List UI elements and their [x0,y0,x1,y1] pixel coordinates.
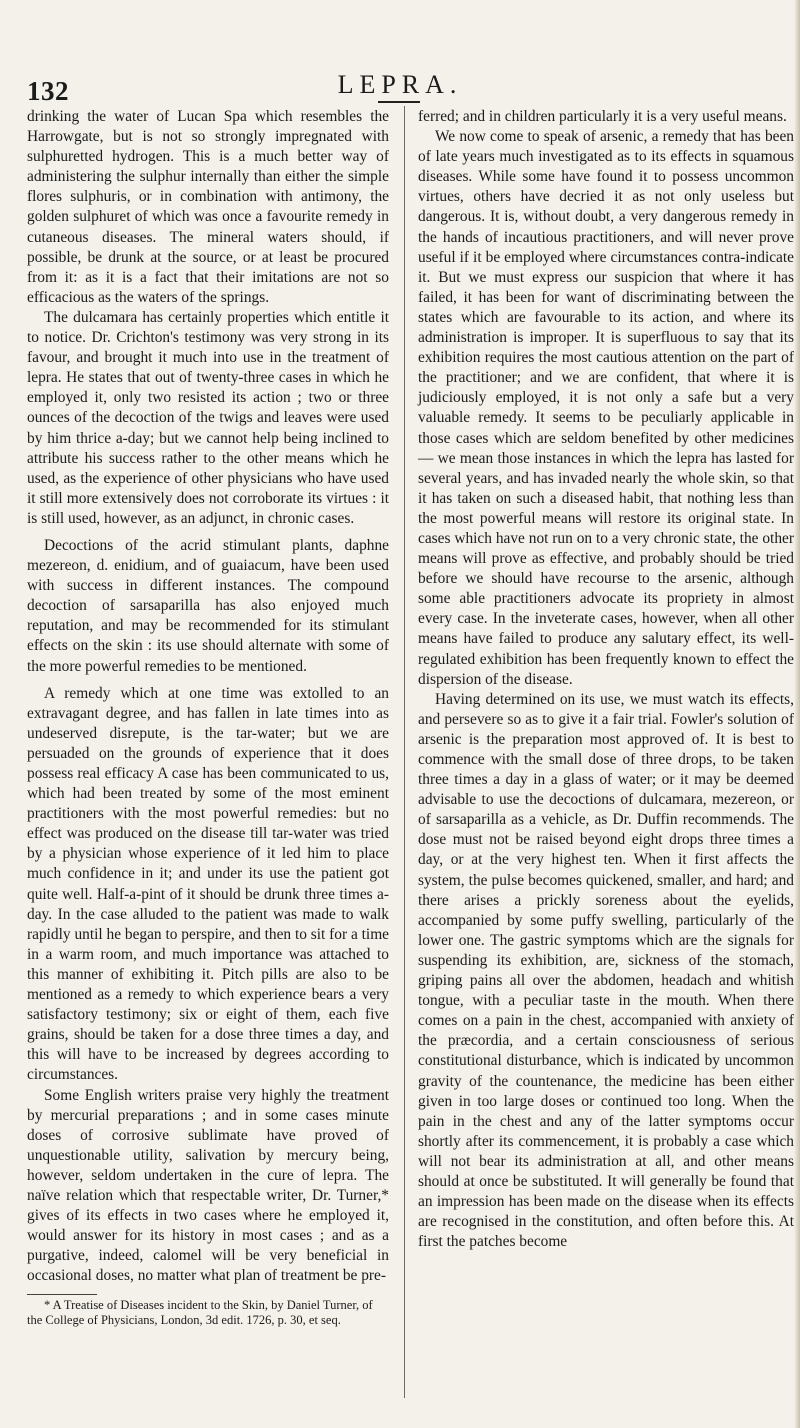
page-number: 132 [27,76,69,106]
running-title: LEPRA. [337,70,463,99]
footnote-rule [27,1294,97,1295]
right-column [418,107,794,1252]
paragraph: Some English writers praise very highly the treatment by mercurial preparations ; and in some cases minute doses of corrosive sublimate have proved of unquestionable utility, salivation by mercury being, however, seldom undertaken in the cure of lepra. The naïve relation which that respectable writer, Dr. Turner,* gives of its effects in two cases where he employed it, would answer for its history in most cases ; and as a purgative, indeed, calomel will be very beneficial in occasional doses, no matter what plan of treatment be pre- [27,1086,389,1285]
column-divider [404,106,405,1398]
left-column [27,107,389,1328]
paragraph: ferred; and in children particularly it is a very useful means. [418,108,787,125]
footnote: * A Treatise of Diseases incident to the Skin, by Daniel Turner, of the College of Physicians, London, 3d edit. 1726, p. 30, et seq. [27,1298,373,1328]
paragraph: Decoctions of the acrid stimulant plants, daphne mezereon, d. enidium, and of guaiacum, have been used with success in different instances. The compound decoction of sarsaparilla has also enjoyed much reputation, and may be recommended for its stimulant effects on the skin : its use should alternate with some of the more powerful remedies to be mentioned. [27,536,389,675]
header-rule [378,101,420,103]
paragraph: We now come to speak of arsenic, a remedy that has been of late years much investigated as to its effects in squamous diseases. While some have found it to possess uncommon virtues, others have decried it as not only useless but dangerous. It is, without doubt, a very dangerous remedy in the hands of incautious practitioners, and will never prove useful if it be employed where circumstances contra-indicate it. But we must express our suspicion that where it has failed, it has been for want of discriminating between the states which are favourable to its action, and where its administration is improper. It is superfluous to say that its exhibition requires the most cautious attention on the part of the practitioner; and we are confident, that where it is judiciously employed, it is not only a safe but a very valuable remedy. It seems to be peculiarly applicable in those cases which are seldom benefited by other medicines — we mean those instances in which the lepra has lasted for several years, and has invaded nearly the whole skin, so that it has taken on such a diseased habit, that nothing less than the most powerful means will restore its original state. In cases which have not run on to a very chronic state, the other means will prove as effective, and probably should be tried before we should have recourse to the arsenic, although some able practitioners advocate its propriety in almost every case. In the inveterate cases, however, when all other means have failed to produce any salutary effect, its well-regulated exhibition has been frequently known to effect the dispersion of the disease. [418,128,794,688]
page-edge-shadow [794,0,800,1428]
paragraph: Having determined on its use, we must watch its effects, and persevere so as to give it a fair trial. Fowler's solution of arsenic is the preparation most approved of. It is best to commence with the small dose of three drops, to be taken three times a day in a glass of water; or it may be deemed advisable to use the decoctions of dulcamara, mezereon, or of sarsaparilla as a vehicle, as Dr. Duffin recommends. The dose must not be raised beyond eight drops three times a day, or at the very highest ten. When it first affects the system, the pulse becomes quickened, smaller, and hard; and there arises a prickly soreness about the eyelids, accompanied by some puffy swelling, particularly of the lower one. The gastric symptoms which are the signals for suspending its exhibition, are, sickness of the stomach, griping pains all over the abdomen, headach and whitish tongue, with a peculiar taste in the mouth. When there comes on a pain in the chest, accompanied with anxiety of the præcordia, and a certain consciousness of serious constitutional disturbance, which is indicated by uncommon gravity of the countenance, the medicine has been either given in too large doses or continued too long. When the pain in the chest and any of the latter symptoms occur shortly after its commencement, it is probably a case which will not bear its administration at all, and other means should at once be substituted. It will generally be found that an impression has been made on the disease when its effects are recognised in the constitution, and often before this. At first the patches become [418,690,794,1251]
paragraph: drinking the water of Lucan Spa which resembles the Harrowgate, but is not so strongly impregnated with sulphuretted hydrogen. This is a much better way of administering the sulphur internally than either the simple flores sulphuris, or in combination with antimony, the golden sulphuret of which was once a favourite remedy in cutaneous diseases. The mineral waters should, if possible, be drunk at the source, or at least be procured from it: as it is a fact that their imitations are not so efficacious as the waters of the springs. [27,108,389,306]
paragraph: A remedy which at one time was extolled to an extravagant degree, and has fallen in late times into as undeserved disrepute, is the tar-water; but we are persuaded on the grounds of experience that it does possess real efficacy A case has been communicated to us, which had been treated by some of the most eminent practitioners with the most powerful remedies: but no effect was produced on the disease till tar-water was tried by a physician whose experience of it led him to place much confidence in it; and under its use the patient got quite well. Half-a-pint of it should be drunk three times a-day. In the case alluded to the patient was made to walk rapidly until he began to perspire, and then to sit for a time in a warm room, and much importance was attached to this manner of exhibiting it. Pitch pills are also to be mentioned as a remedy to which experience bears a very satisfactory testimony; six or eight of them, each five grains, should be taken for a dose three times a day, and this will have to be increased by degrees according to circumstances. [27,684,390,1084]
paragraph: The dulcamara has certainly properties which entitle it to notice. Dr. Crichton's testimony was very strong in its favour, and brought it much into use in the treatment of lepra. He states that out of twenty-three cases in which he employed it, only two resisted its action ; two or three ounces of the decoction of the twigs and leaves were used by him thrice a-day; but we cannot help being inclined to attribute his success rather to the other means which he used, as the experience of other physicians who have used it still more extensively does not corroborate its virtues : it is still used, however, as an adjunct, in chronic cases. [27,308,389,527]
